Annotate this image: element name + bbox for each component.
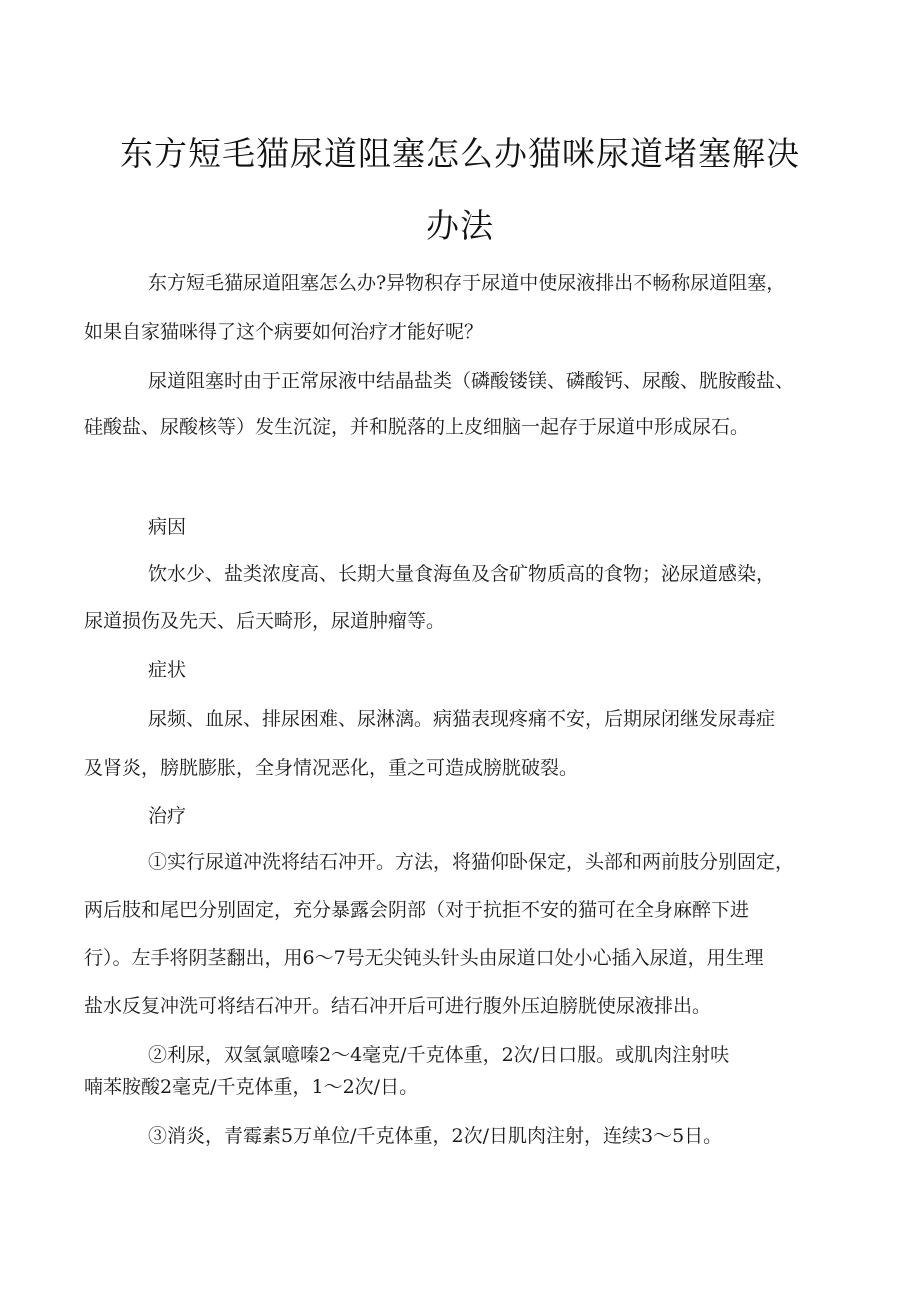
treatment-step-2-line-1: ②利尿，双氢氯噫嗪2～4毫克/千克体重，2次/日口服。或肌肉注射呋 xyxy=(148,1044,730,1066)
section-heading-treatment: 治疗 xyxy=(148,805,187,827)
section-heading-symptoms: 症状 xyxy=(148,659,187,681)
treatment-step-3-line-1: ③消炎，青霉素5万单位/千克体重，2次/日肌肉注射，连续3～5日。 xyxy=(148,1125,723,1147)
treatment-step-2-line-2: 喃苯胺酸2毫克/千克体重，1～2次/日。 xyxy=(84,1076,419,1098)
treatment-step-1-line-3: 行）。左手将阴茎翻出，用6～7号无尖钝头针头由尿道口处小心插入尿道，用生理 xyxy=(84,947,764,969)
intro-paragraph-line-1: 东方短毛猫尿道阻塞怎么办?异物积存于尿道中使尿液排出不畅称尿道阻塞， xyxy=(148,272,786,294)
document-title-line-1: 东方短毛猫尿道阻塞怎么办猫咪尿道堵塞解决 xyxy=(120,134,800,173)
treatment-step-1-line-2: 两后肢和尾巴分别固定，充分暴露会阴部（对于抗拒不安的猫可在全身麻醉下进 xyxy=(84,899,750,921)
treatment-step-1-line-4: 盐水反复冲洗可将结石冲开。结石冲开后可进行腹外压迫膀胱使尿液排出。 xyxy=(84,995,712,1017)
cause-paragraph-line-2: 硅酸盐、尿酸核等）发生沉淀，并和脱落的上皮细脑一起存于尿道中形成尿石。 xyxy=(84,416,750,438)
section-heading-etiology: 病因 xyxy=(148,516,187,538)
intro-paragraph-line-2: 如果自家猫咪得了这个病要如何治疗才能好呢？ xyxy=(84,321,484,343)
etiology-paragraph-line-1: 饮水少、盐类浓度高、长期大量食海鱼及含矿物质高的食物；泌尿道感染， xyxy=(148,563,776,585)
etiology-paragraph-line-2: 尿道损伤及先天、后天畸形，尿道肿瘤等。 xyxy=(84,610,446,632)
treatment-step-1-line-1: ①实行尿道冲洗将结石冲开。方法，将猫仰卧保定，头部和两前肢分别固定， xyxy=(148,851,795,873)
cause-paragraph-line-1: 尿道阻塞时由于正常尿液中结晶盐类（磷酸镂镁、磷酸钙、尿酸、胱胺酸盐、 xyxy=(148,370,795,392)
symptoms-paragraph-line-2: 及肾炎，膀胱膨胀，全身情况恶化，重之可造成膀胱破裂。 xyxy=(84,757,579,779)
symptoms-paragraph-line-1: 尿频、血尿、排尿困难、尿淋漓。病猫表现疼痛不安，后期尿闭继发尿毒症 xyxy=(148,708,776,730)
document-title-line-2: 办法 xyxy=(426,206,494,245)
